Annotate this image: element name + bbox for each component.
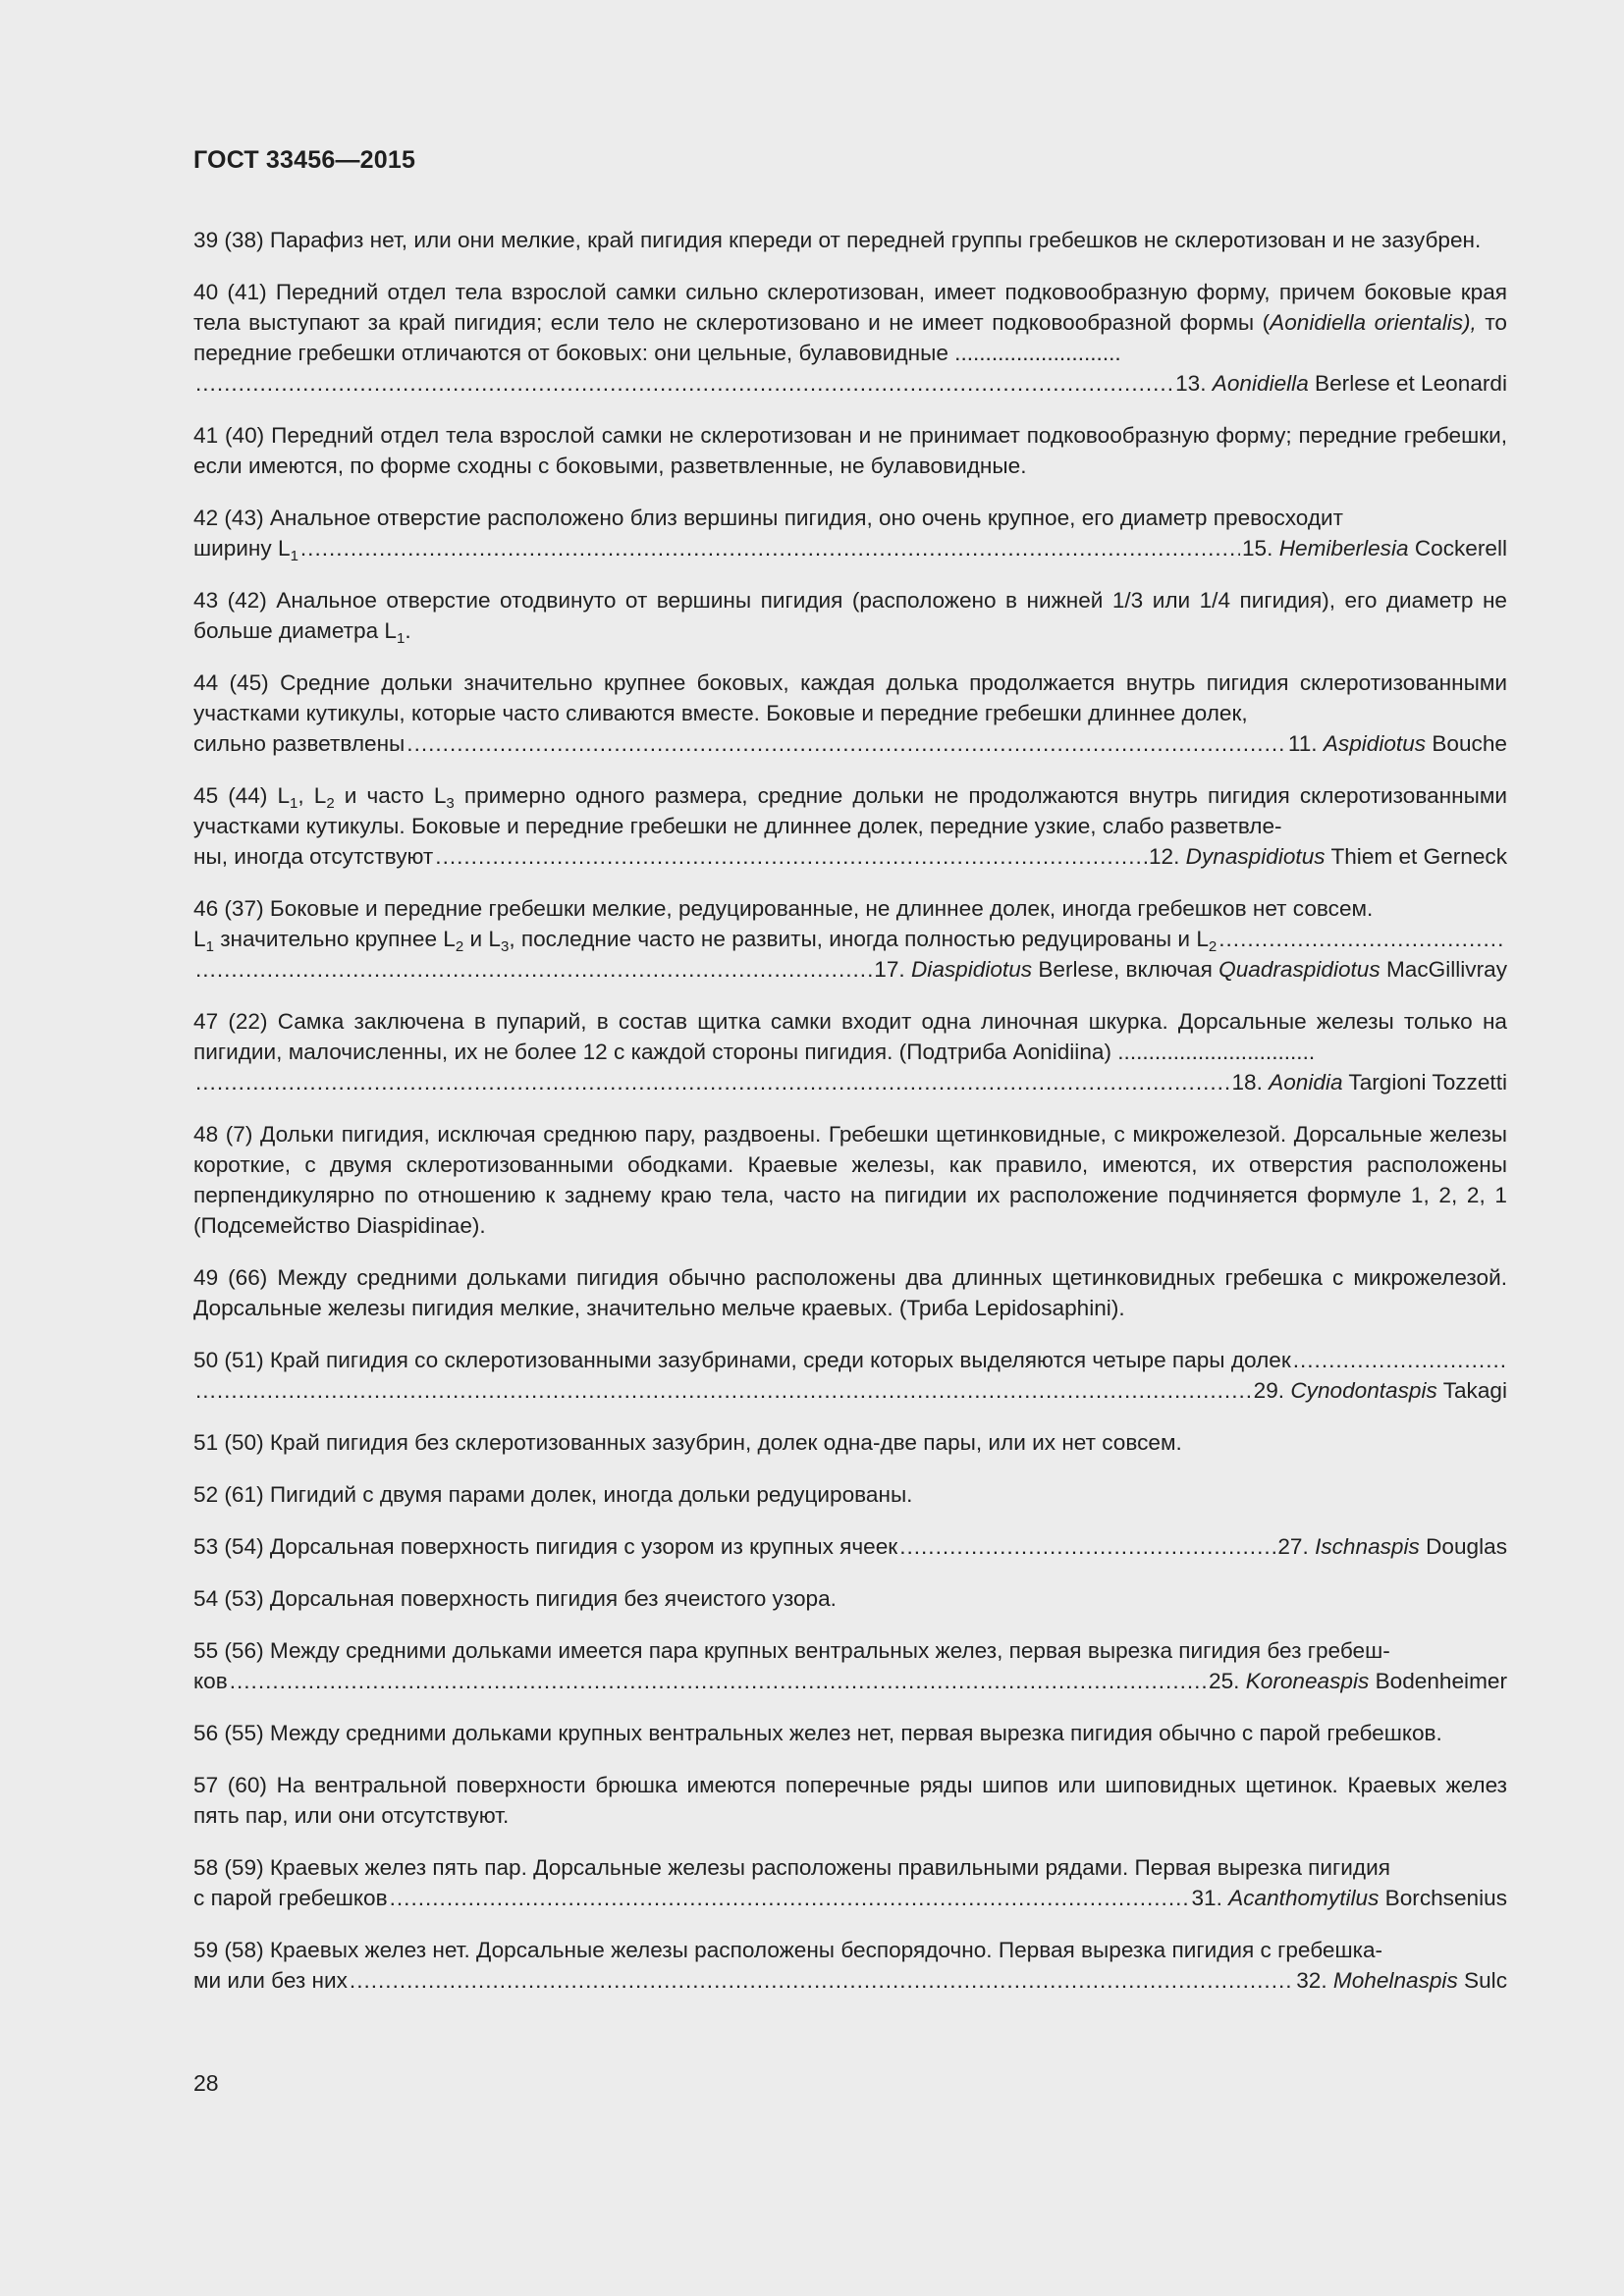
dot-leader <box>230 1666 1207 1696</box>
dot-leader <box>1293 1345 1505 1375</box>
dot-leader <box>350 1965 1294 1996</box>
key-entry <box>193 780 1507 872</box>
entry-result: ны, иногда отсутствуют ..... 12. Dynaspidiotus Thiem et Gerneck <box>193 841 1507 872</box>
entry-text: 41 (40) Передний отдел тела взрослой самки не склеротизован и не принимает подковообразную форму; передние гребешки, если имеются, по форме сходны с боковыми, разветвленные, не булавовидные. <box>193 423 1507 478</box>
key-entry <box>193 1531 1507 1562</box>
entry-text: 57 (60) На вентральной поверхности брюшка имеются поперечные ряды шипов или шиповидных щетинок. Краевых желез пять пар, или они отсутствуют. <box>193 1773 1507 1828</box>
genus-name: Diaspidiotus <box>910 957 1033 982</box>
entry-result: ..... 29. Cynodontaspis Takagi <box>193 1375 1507 1406</box>
entry-text: 46 (37) Боковые и передние гребешки мелкие, редуцированные, не длиннее долек, иногда гребешков нет совсем. <box>193 896 1374 921</box>
key-entry <box>193 1770 1507 1831</box>
entry-text: 56 (55) Между средними дольками крупных вентральных желез нет, первая вырезка пигидия обычно с парой гребешков. <box>193 1721 1442 1745</box>
entry-text-line: $L_1$ значительно крупнее $L_2$ и $L_3$, последние часто не развиты, иногда полностью редуцированы и $L_2$ ..... <box>193 924 1507 954</box>
key-entry <box>193 1345 1507 1406</box>
key-entry <box>193 1119 1507 1241</box>
key-entry <box>193 1006 1507 1097</box>
key-entry <box>193 893 1507 985</box>
key-content <box>193 225 1507 2017</box>
genus-name: Mohelnaspis <box>1332 1968 1458 1993</box>
key-entry <box>193 1852 1507 1913</box>
genus-name: Cynodontaspis <box>1290 1378 1437 1403</box>
entry-text: 44 (45) Средние дольки значительно крупнее боковых, каждая долька продолжается внутрь пигидия склеротизованными участками кутикулы, которые часто сливаются вместе. Боковые и передние гребешки длиннее долек, <box>193 670 1507 725</box>
entry-result: сильно разветвлены ..... 11. Aspidiotus Bouche <box>193 728 1507 759</box>
dot-leader <box>435 841 1147 872</box>
entry-text: 45 (44) $L_1$, $L_2$ и часто $L_3$ примерно одного размера, средние дольки не продолжаются внутрь пигидия склеротизованными участками кутикулы. Боковые и передние гребешки не длиннее долек, передние узкие, слабо разветвле- <box>193 783 1507 838</box>
key-entry <box>193 1935 1507 1996</box>
key-entry <box>193 1479 1507 1510</box>
genus-name: Aonidiella <box>1212 371 1309 396</box>
entry-text: 39 (38) Парафиз нет, или они мелкие, край пигидия кпереди от передней группы гребешков не склеротизован и не зазубрен. <box>193 228 1482 252</box>
page-number: 28 <box>193 2070 219 2096</box>
entry-text: 47 (22) Самка заключена в пупарий, в состав щитка самки входит одна линочная шкурка. Дорсальные железы только на пигидии, малочисленны, их не более 12 с каждой стороны пигидия. (Подтриба Aonidiina) ................................ <box>193 1009 1507 1064</box>
entry-result: с парой гребешков ..... 31. Acanthomytilus Borchsenius <box>193 1883 1507 1913</box>
genus-name: Aspidiotus <box>1323 731 1427 756</box>
entry-text: 48 (7) Дольки пигидия, исключая среднюю пару, раздвоены. Гребешки щетинковидные, с микрожелезой. Дорсальные железы короткие, с двумя склеротизованными ободками. Краевые железы, как правило, имеются, их отверстия расположены перпендикулярно по отношению к заднему краю тела, часто на пигидии их расположение подчиняется формуле 1, 2, 2, 1 (Подсемейство Diaspidinae). <box>193 1122 1507 1238</box>
entry-text-line: 50 (51) Край пигидия со склеротизованными зазубринами, среди которых выделяются четыре пары долек ..... <box>193 1345 1507 1375</box>
dot-leader <box>195 954 872 985</box>
species-name: Aonidiella orientalis), <box>1270 310 1477 335</box>
entry-result: ..... 13. Aonidiella Berlese et Leonardi <box>193 368 1507 399</box>
entry-text: 43 (42) Анальное отверстие отодвинуто от вершины пигидия (расположено в нижней 1/3 или 1/4 пигидия), его диаметр не больше диаметра $L_1$. <box>193 588 1507 647</box>
genus-name: Acanthomytilus <box>1228 1886 1380 1910</box>
key-entry <box>193 1427 1507 1458</box>
genus-name: Quadraspidiotus <box>1218 957 1380 982</box>
key-entry <box>193 503 1507 563</box>
dot-leader <box>390 1883 1190 1913</box>
entry-result: ков ..... 25. Koroneaspis Bodenheimer <box>193 1666 1507 1696</box>
entry-text: 51 (50) Край пигидия без склеротизованных зазубрин, долек одна-две пары, или их нет совсем. <box>193 1430 1182 1455</box>
entry-result: 53 (54) Дорсальная поверхность пигидия с узором из крупных ячеек ..... 27. Ischnaspis Douglas <box>193 1531 1507 1562</box>
key-entry <box>193 277 1507 399</box>
key-entry <box>193 1635 1507 1696</box>
entry-text: 40 (41) Передний отдел тела взрослой самки сильно склеротизован, имеет подковообразную форму, причем боковые края тела выступают за край пигидия; если тело не склеротизовано и не имеет подковообразной формы (Aonidiella orientalis), то передние гребешки отличаются от боковых: они цельные, булавовидные ........................... <box>193 280 1507 365</box>
key-entry <box>193 667 1507 759</box>
entry-text: 42 (43) Анальное отверстие расположено близ вершины пигидия, оно очень крупное, его диаметр превосходит <box>193 506 1344 530</box>
key-entry <box>193 420 1507 481</box>
dot-leader <box>195 368 1173 399</box>
entry-result: ми или без них ..... 32. Mohelnaspis Sulc <box>193 1965 1507 1996</box>
key-entry <box>193 225 1507 255</box>
key-entry <box>193 585 1507 646</box>
entry-text: 49 (66) Между средними дольками пигидия обычно расположены два длинных щетинковидных гребешка с микрожелезой. Дорсальные железы пигидия мелкие, значительно мельче краевых. (Триба Lepidosaphini). <box>193 1265 1507 1320</box>
entry-text: 55 (56) Между средними дольками имеется пара крупных вентральных желез, первая вырезка пигидия без гребеш- <box>193 1638 1390 1663</box>
dot-leader <box>195 1375 1252 1406</box>
dot-leader <box>899 1531 1275 1562</box>
dot-leader <box>1218 924 1505 954</box>
key-entry <box>193 1583 1507 1614</box>
dot-leader <box>406 728 1286 759</box>
entry-text: 59 (58) Краевых желез нет. Дорсальные железы расположены беспорядочно. Первая вырезка пигидия с гребешка- <box>193 1938 1383 1962</box>
dot-leader <box>195 1067 1229 1097</box>
entry-text: 54 (53) Дорсальная поверхность пигидия без ячеистого узора. <box>193 1586 837 1611</box>
genus-name: Koroneaspis <box>1245 1669 1370 1693</box>
genus-name: Dynaspidiotus <box>1185 844 1326 869</box>
entry-text: 58 (59) Краевых желез пять пар. Дорсальные железы расположены правильными рядами. Первая вырезка пигидия <box>193 1855 1390 1880</box>
document-header: ГОСТ 33456—2015 <box>193 146 416 174</box>
genus-name: Aonidia <box>1269 1070 1343 1095</box>
entry-result: ..... 17. Diaspidiotus Berlese, включая Quadraspidiotus MacGillivray <box>193 954 1507 985</box>
dot-leader <box>300 533 1240 563</box>
key-entry <box>193 1718 1507 1748</box>
entry-result: ширину $L_1$ ..... 15. Hemiberlesia Cockerell <box>193 533 1507 563</box>
genus-name: Hemiberlesia <box>1278 536 1409 561</box>
genus-name: Ischnaspis <box>1315 1534 1420 1559</box>
entry-text: 52 (61) Пигидий с двумя парами долек, иногда дольки редуцированы. <box>193 1482 913 1507</box>
entry-result: ..... 18. Aonidia Targioni Tozzetti <box>193 1067 1507 1097</box>
key-entry <box>193 1262 1507 1323</box>
